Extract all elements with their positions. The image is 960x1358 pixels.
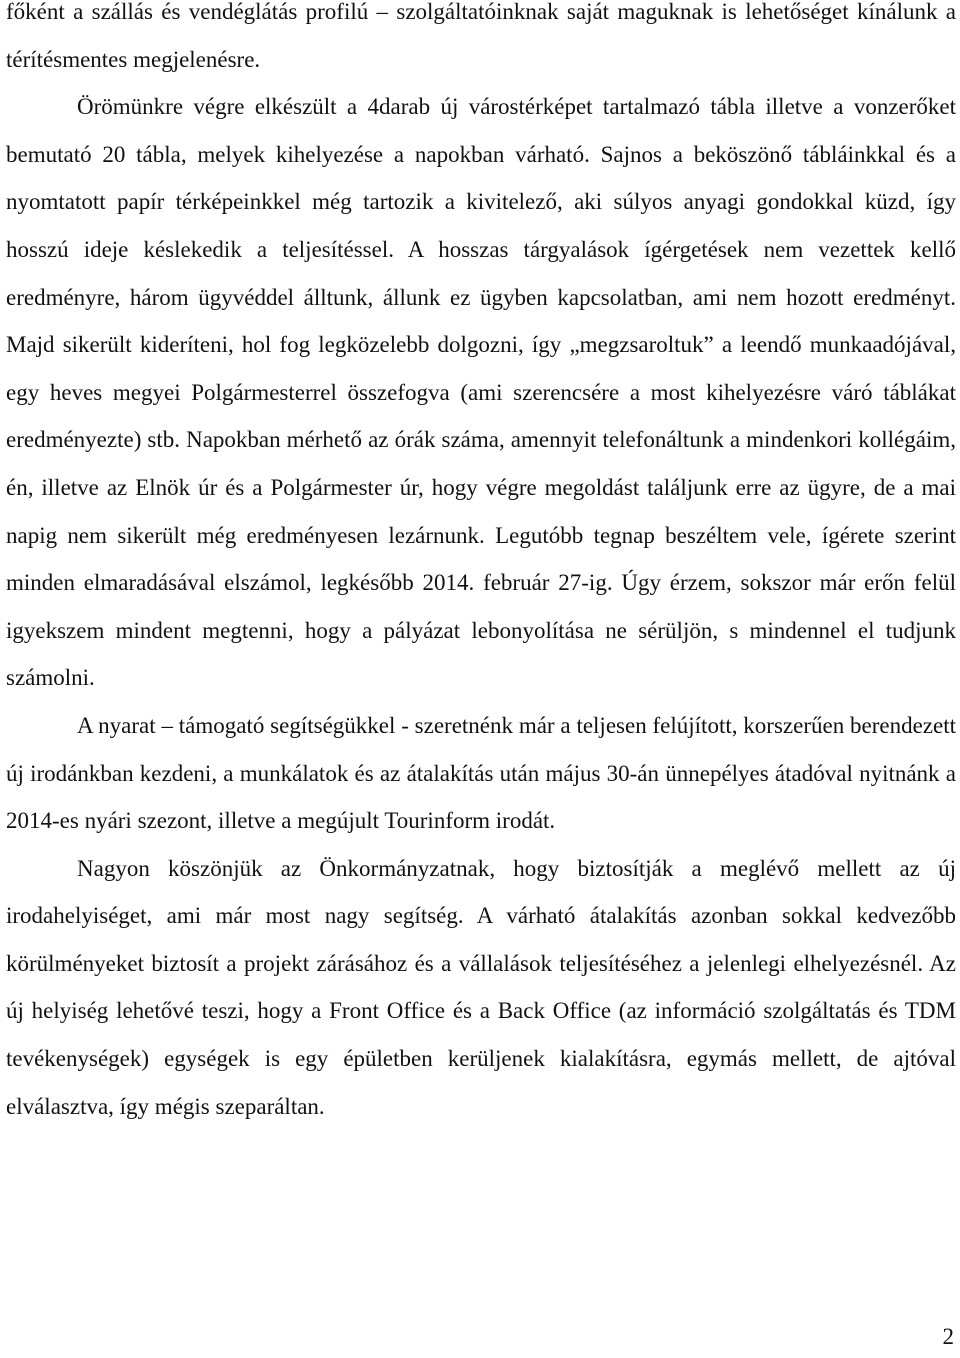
paragraph-city-map-boards: Örömünkre végre elkészült a 4darab új várostérképet tartalmazó tábla illetve a vonzerőket bemutató 20 tábla, melyek kihelyezése a napokban várható. Sajnos a beköszönő tábláinkkal és a nyomtatott papír térképeinkkel még tartozik a kivitelező, aki súlyos anyagi gondokkal küzd, így hosszú ideje késlekedik a teljesítéssel. A hosszas tárgyalások ígérgetések nem vezettek kellő eredményre, három ügyvéddel álltunk, állunk ez ügyben kapcsolatban, ami nem hozott eredményt. Majd sikerült kideríteni, hol fog legközelebb dolgozni, így „megzsaroltuk” a leendő munkaadójával, egy heves megyei Polgármesterrel összefogva (ami szerencsére a most kihelyezésre váró táblákat eredményezte) stb. Napokban mérhető az órák száma, amennyit telefonáltunk a mindenkori kollégáim, én, illetve az Elnök úr és a Polgármester úr, hogy végre megoldást találjunk erre az ügyre, de a mai napig nem sikerült még eredményesen lezárnunk. Legutóbb tegnap beszéltem vele, ígérete szerint minden elmaradásával elszámol, legkésőbb 2014. február 27-ig. Úgy érzem, sokszor már erőn felül igyekszem mindent megtenni, hogy a pályázat lebonyolítása ne sérüljön, s mindennel el tudjunk számolni. <box>6 94 956 691</box>
paragraph-continuation: főként a szállás és vendéglátás profilú – szolgáltatóinknak saját maguknak is lehetőséget kínálunk a térítésmentes megjelenésre. <box>6 0 956 72</box>
document-page <box>6 0 956 1130</box>
paragraph-thanks-municipality: Nagyon köszönjük az Önkormányzatnak, hogy biztosítják a meglévő mellett az új irodahelyiséget, ami már most nagy segítség. A várható átalakítás azonban sokkal kedvezőbb körülményeket biztosít a projekt zárásához és a vállalások teljesítéséhez a jelenlegi elhelyezésnél. Az új helyiség lehetővé teszi, hogy a Front Office és a Back Office (az információ szolgáltatás és TDM tevékenységek) egységek is egy épületben kerüljenek kialakításra, egymás mellett, de ajtóval elválasztva, így mégis szeparáltan. <box>6 855 956 1119</box>
paragraph-new-office: A nyarat – támogató segítségükkel - szeretnénk már a teljesen felújított, korszerűen berendezett új irodánkban kezdeni, a munkálatok és az átalakítás után május 30-án ünnepélyes átadóval nyitnánk a 2014-es nyári szezont, illetve a megújult Tourinform irodát. <box>6 712 956 834</box>
page-number: 2 <box>942 1324 954 1349</box>
